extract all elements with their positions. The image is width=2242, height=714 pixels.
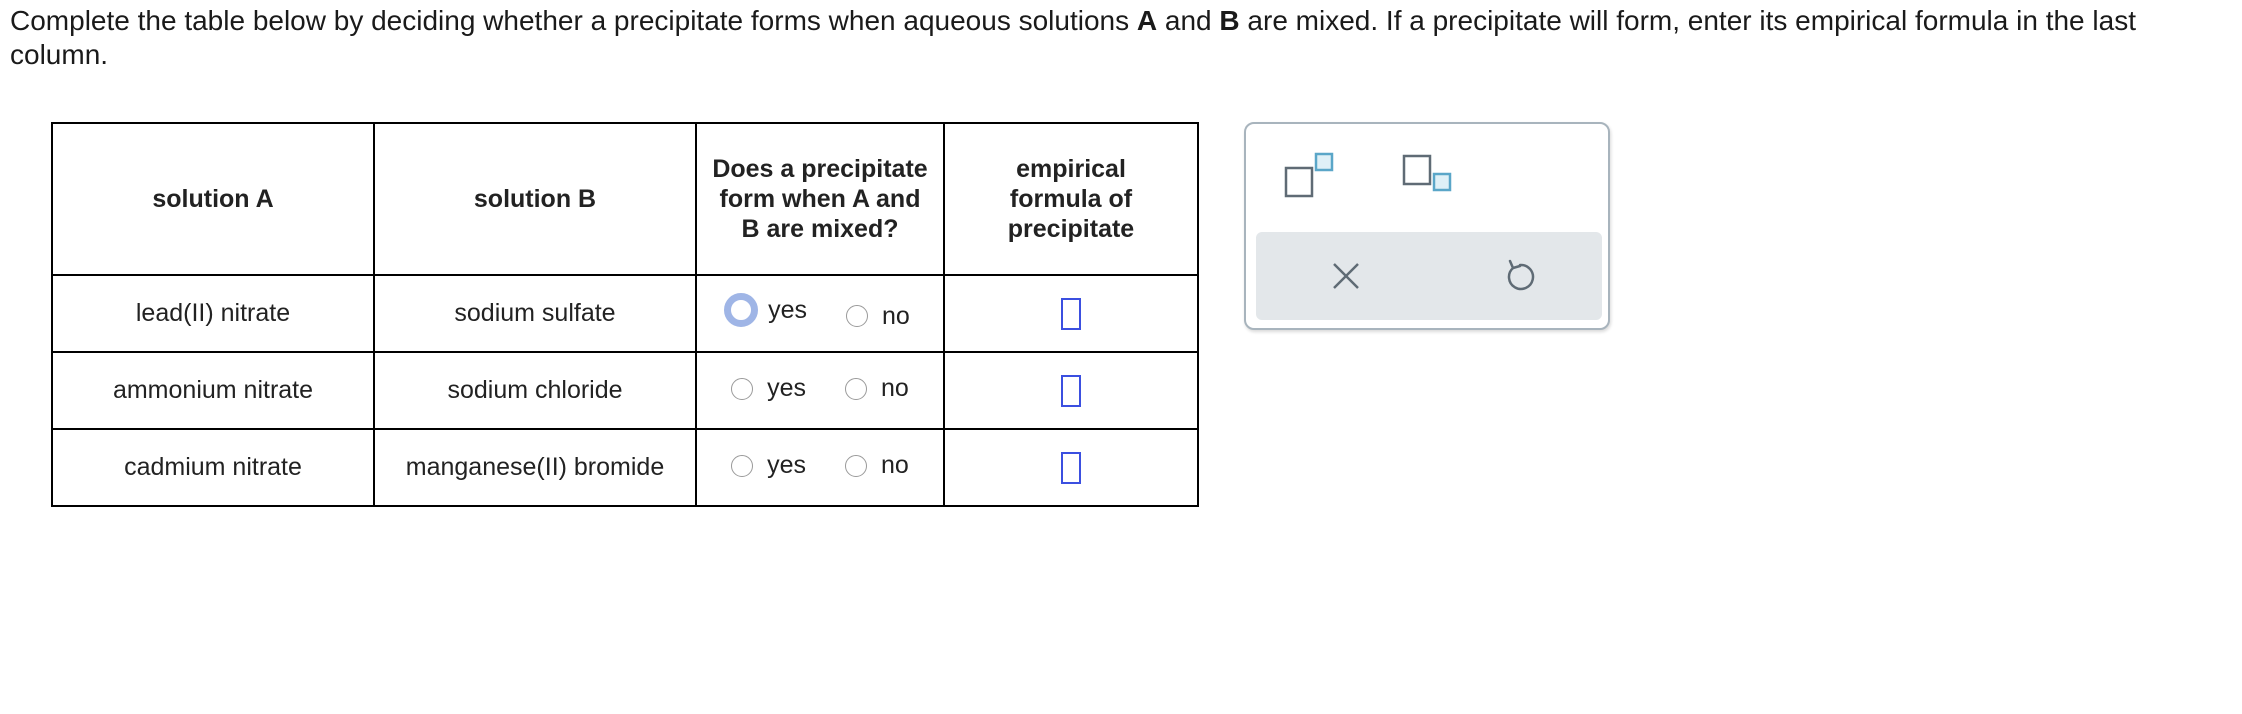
prompt-bold-b: B <box>1219 5 1240 36</box>
yes-option[interactable] <box>731 374 806 403</box>
header-solution-b: solution B <box>374 123 696 275</box>
yes-label: yes <box>767 451 807 480</box>
cell-formula <box>944 352 1198 429</box>
no-radio[interactable] <box>845 378 867 400</box>
no-option[interactable] <box>846 302 910 331</box>
clear-x-icon <box>1324 254 1368 298</box>
no-option[interactable] <box>845 374 909 403</box>
formula-input[interactable] <box>1061 375 1081 407</box>
cell-solution-a: lead(II) nitrate <box>52 275 374 352</box>
header-precipitate-question <box>696 123 944 275</box>
table-row <box>52 429 1198 506</box>
toolbar-actions <box>1256 232 1602 320</box>
prompt-text-3: are mixed. If a precipitate will form, enter its empirical formula in the last column. <box>10 5 2136 70</box>
yes-option[interactable] <box>730 293 807 327</box>
formula-toolbar-panel <box>1244 122 1610 330</box>
yes-option[interactable] <box>731 451 806 480</box>
no-label: no <box>882 301 910 330</box>
yes-radio[interactable] <box>724 293 758 327</box>
formula-input[interactable] <box>1061 298 1081 330</box>
no-radio[interactable] <box>846 305 868 327</box>
undo-icon <box>1498 254 1542 298</box>
cell-formula <box>944 275 1198 352</box>
subscript-icon <box>1402 152 1462 202</box>
header-solution-a: solution A <box>52 123 374 275</box>
yes-radio[interactable] <box>731 378 753 400</box>
superscript-button[interactable] <box>1284 152 1344 202</box>
formula-input[interactable] <box>1061 452 1081 484</box>
yes-radio[interactable] <box>731 455 753 477</box>
yes-label: yes <box>767 374 807 403</box>
superscript-icon <box>1284 152 1344 202</box>
cell-solution-a: ammonium nitrate <box>52 352 374 429</box>
no-label: no <box>881 374 909 403</box>
prompt-bold-a: A <box>1136 5 1158 36</box>
no-label: no <box>881 451 909 480</box>
no-radio[interactable] <box>845 455 867 477</box>
cell-formula <box>944 429 1198 506</box>
cell-solution-a: cadmium nitrate <box>52 429 374 506</box>
prompt-text-1: Complete the table below by deciding whether a precipitate forms when aqueous solutions <box>10 5 1137 36</box>
precipitate-table <box>51 122 1199 507</box>
prompt-text-2: and <box>1157 5 1220 36</box>
table-row <box>52 352 1198 429</box>
cell-precipitate-choice <box>696 429 944 506</box>
table-row <box>52 275 1198 352</box>
header-empirical-formula <box>944 123 1198 275</box>
cell-solution-b: sodium chloride <box>374 352 696 429</box>
cell-precipitate-choice <box>696 352 944 429</box>
undo-button[interactable] <box>1498 254 1542 298</box>
subscript-button[interactable] <box>1402 152 1462 202</box>
cell-solution-b: manganese(II) bromide <box>374 429 696 506</box>
no-option[interactable] <box>845 451 909 480</box>
header-precipitate-question-text: Does a precipitate form when A and B are mixed? <box>712 155 928 243</box>
clear-button[interactable] <box>1324 254 1368 298</box>
yes-label: yes <box>768 295 808 324</box>
cell-solution-b: sodium sulfate <box>374 275 696 352</box>
header-empirical-formula-text: empirical formula of precipitate <box>1007 155 1135 243</box>
question-prompt <box>10 4 2230 72</box>
table-header-row <box>52 123 1198 275</box>
cell-precipitate-choice <box>696 275 944 352</box>
